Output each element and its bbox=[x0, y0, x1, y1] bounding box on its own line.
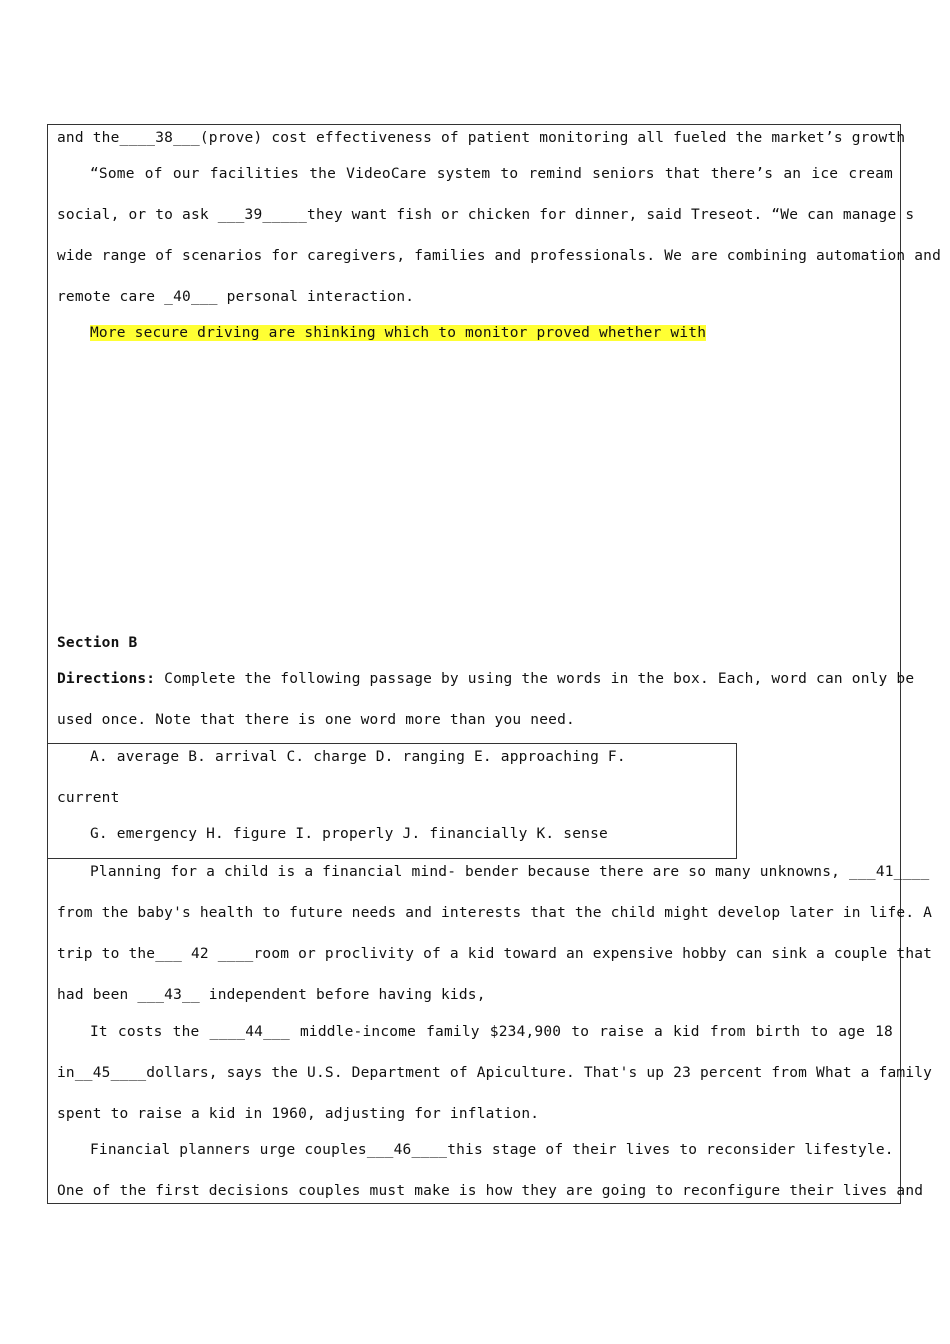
para-46-line-2: One of the first decisions couples must make is how they are going to reconfigure their lives and bbox=[57, 1183, 924, 1199]
para-41-line-2: from the baby's health to future needs and interests that the child might develop later in life. A bbox=[57, 905, 933, 921]
para-38-line: and the____38___(prove) cost effectiveness of patient monitoring all fueled the market’s growth bbox=[57, 130, 906, 146]
word-bank-text: More secure driving are shinking which to monitor proved whether with bbox=[90, 325, 707, 341]
directions-line-1 bbox=[57, 669, 915, 689]
para-44-line-3: spent to raise a kid in 1960, adjusting for inflation. bbox=[57, 1106, 540, 1122]
word-bank-highlight bbox=[90, 323, 706, 343]
para-videocare-line-1: “Some of our facilities the VideoCare system to remind seniors that there’s an ice cream bbox=[90, 166, 893, 182]
word-box-line-1: A. average B. arrival C. charge D. ranging E. approaching F. bbox=[90, 749, 626, 765]
section-b-heading: Section B bbox=[57, 635, 138, 651]
para-46-line-1: Financial planners urge couples___46____this stage of their lives to reconsider lifestyle. bbox=[90, 1142, 894, 1158]
directions-label: Directions: bbox=[57, 671, 156, 687]
para-41-line-3: trip to the___ 42 ____room or proclivity of a kid toward an expensive hobby can sink a couple that bbox=[57, 946, 933, 962]
para-41-line-1: Planning for a child is a financial mind- bender because there are so many unknowns, ___41____ bbox=[90, 864, 930, 880]
page-frame bbox=[47, 124, 942, 1204]
word-box-line-2: current bbox=[57, 790, 120, 806]
para-44-line-1: It costs the ____44___ middle-income family $234,900 to raise a kid from birth to age 18 bbox=[90, 1024, 893, 1040]
para-44-line-2: in__45____dollars, says the U.S. Department of Apiculture. That's up 23 percent from What a family bbox=[57, 1065, 933, 1081]
para-41-line-4: had been ___43__ independent before having kids, bbox=[57, 987, 486, 1003]
para-videocare-line-3: wide range of scenarios for caregivers, families and professionals. We are combining automation and bbox=[57, 248, 942, 264]
para-videocare-line-2: social, or to ask ___39_____they want fish or chicken for dinner, said Treseot. “We can manage s bbox=[57, 207, 915, 223]
word-box-line-3: G. emergency H. figure I. properly J. financially K. sense bbox=[90, 826, 608, 842]
directions-text: Complete the following passage by using the words in the box. Each, word can only be bbox=[164, 671, 915, 687]
para-videocare-line-4: remote care _40___ personal interaction. bbox=[57, 289, 415, 305]
directions-line-2: used once. Note that there is one word more than you need. bbox=[57, 712, 575, 728]
